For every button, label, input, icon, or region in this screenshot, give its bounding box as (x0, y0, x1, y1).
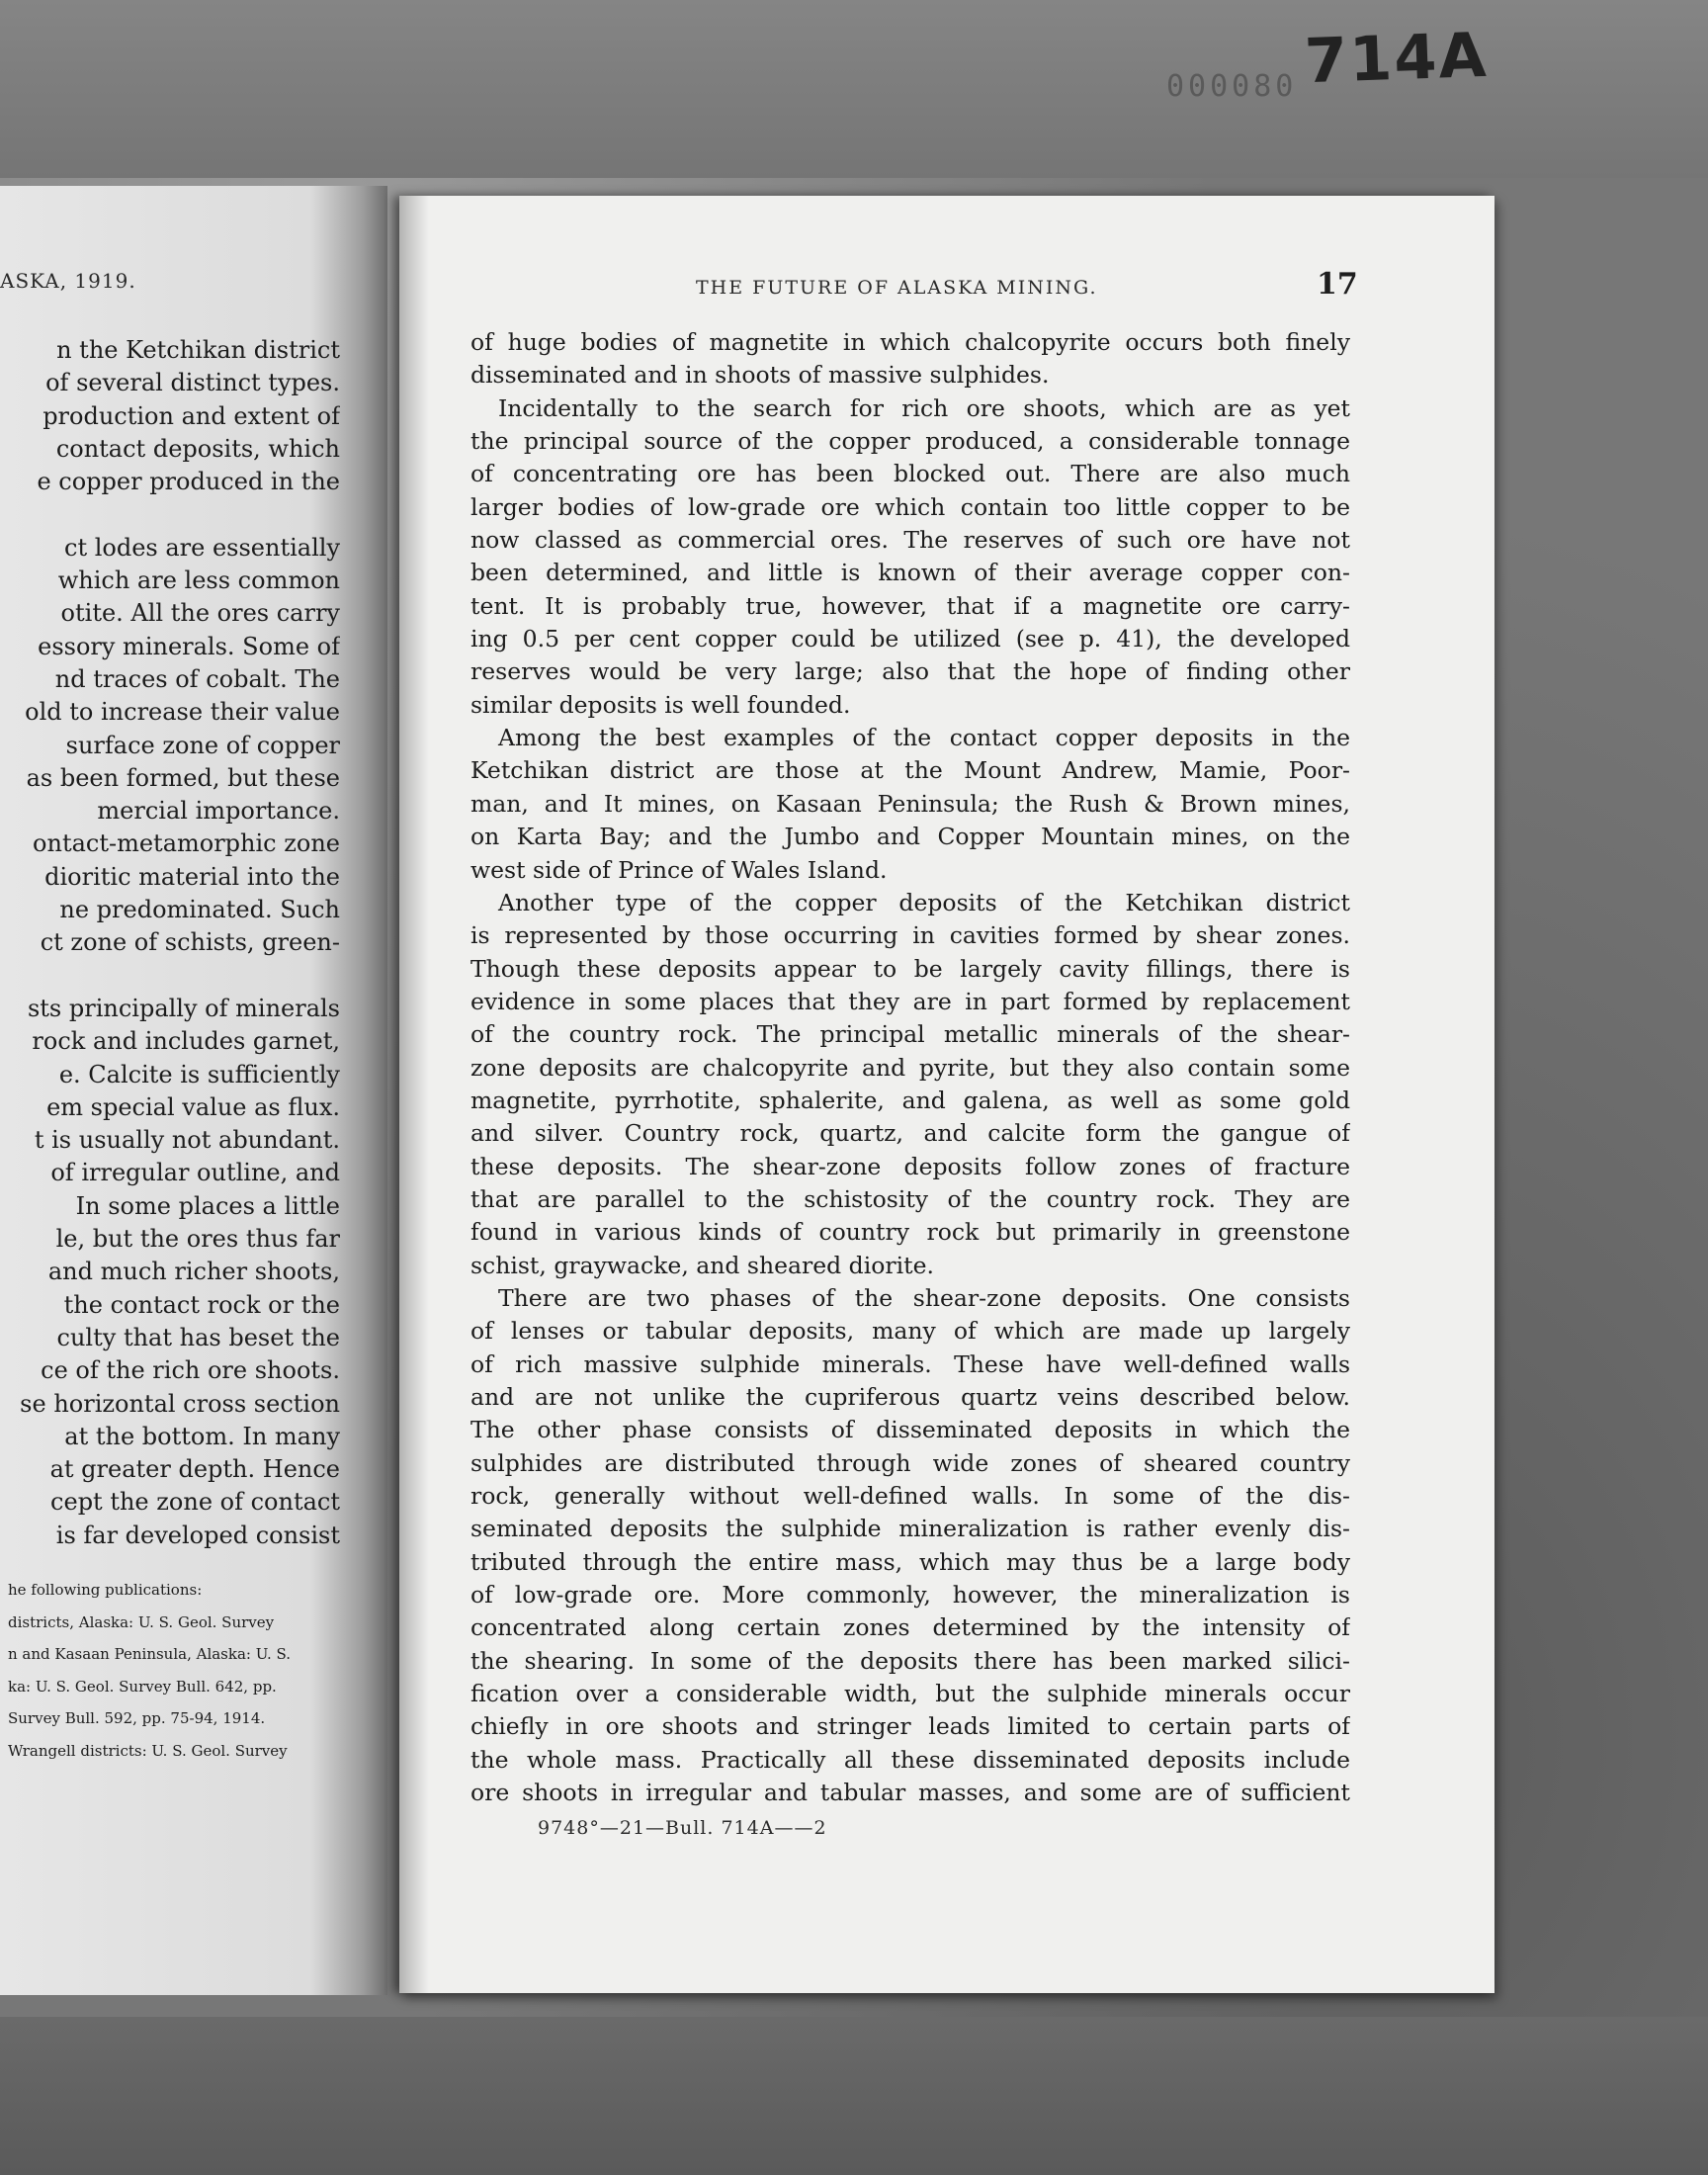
text-line: now classed as commercial ores. The reserves of such ore have not (470, 526, 1350, 555)
text-line: sts principally of minerals (27, 994, 340, 1022)
footnote-line: Wrangell districts: U. S. Geol. Survey (8, 1741, 288, 1760)
text-line: the shearing. In some of the deposits there has been marked silici- (470, 1646, 1350, 1675)
text-line: t is usually not abundant. (34, 1126, 340, 1155)
text-line: similar deposits is well founded. (470, 690, 851, 719)
text-line: concentrated along certain zones determined by the intensity of (470, 1613, 1350, 1642)
text-line: production and extent of (43, 401, 340, 430)
text-line: the whole mass. Practically all these disseminated deposits include (470, 1745, 1350, 1774)
text-line: Ketchikan district are those at the Mount Andrew, Mamie, Poor- (470, 756, 1350, 785)
text-line: mercial importance. (97, 797, 340, 826)
text-line: tributed through the entire mass, which may thus be a large body (470, 1547, 1350, 1576)
text-line: contact deposits, which (55, 434, 340, 463)
text-line: Among the best examples of the contact copper deposits in the (498, 724, 1350, 752)
text-line: is far developed consist (55, 1521, 340, 1549)
text-line: e copper produced in the (37, 468, 340, 496)
text-line (0, 498, 340, 531)
footnote-line: he following publications: (8, 1581, 203, 1599)
text-line: these deposits. The shear-zone deposits follow zones of fracture (470, 1152, 1350, 1180)
text-line: the contact rock or the (63, 1290, 340, 1319)
text-line: seminated deposits the sulphide mineralization is rather evenly dis- (470, 1515, 1350, 1543)
text-line: of the country rock. The principal metallic minerals of the shear- (470, 1020, 1350, 1049)
text-line: Incidentally to the search for rich ore shoots, which are as yet (498, 393, 1350, 422)
text-line: of rich massive sulphide minerals. These have well-defined walls (470, 1349, 1350, 1378)
text-line: dioritic material into the (44, 862, 340, 891)
text-line: schist, graywacke, and sheared diorite. (470, 1251, 934, 1279)
text-line: se horizontal cross section (20, 1389, 340, 1418)
text-line: le, but the ores thus far (55, 1225, 340, 1254)
text-line: evidence in some places that they are in part formed by replacement (470, 987, 1350, 1015)
text-line: that are parallel to the schistosity of the country rock. They are (470, 1184, 1350, 1213)
text-line: magnetite, pyrrhotite, sphalerite, and galena, as well as some gold (470, 1086, 1350, 1114)
text-line: chiefly in ore shoots and stringer leads limited to certain parts of (470, 1712, 1350, 1741)
text-line: ontact-metamorphic zone (33, 829, 340, 858)
text-line: old to increase their value (25, 698, 340, 727)
text-line: larger bodies of low-grade ore which contain too little copper to be (470, 492, 1350, 521)
text-line: ne predominated. Such (59, 896, 340, 924)
text-line: as been formed, but these (26, 763, 340, 792)
text-line: fication over a considerable width, but the sulphide minerals occur (470, 1680, 1350, 1708)
running-head: THE FUTURE OF ALASKA MINING. (696, 277, 1098, 299)
text-line: rock, generally without well-defined walls. In some of the dis- (470, 1482, 1350, 1511)
text-line: of huge bodies of magnetite in which chalcopyrite occurs both finely (470, 328, 1350, 356)
text-line: ct lodes are essentially (64, 533, 340, 562)
footnote-line: districts, Alaska: U. S. Geol. Survey (8, 1612, 275, 1631)
text-line: surface zone of copper (65, 731, 340, 759)
text-line: and silver. Country rock, quartz, and calcite form the gangue of (470, 1119, 1350, 1148)
text-line: em special value as flux. (46, 1092, 340, 1121)
printer-signature: 9748°—21—Bull. 714A——2 (538, 1817, 827, 1839)
text-line: west side of Prince of Wales Island. (470, 855, 888, 884)
text-line: cept the zone of contact (50, 1488, 340, 1517)
text-line: ct zone of schists, green- (40, 928, 340, 957)
archive-serial-number: 000080 (1166, 69, 1298, 104)
text-line: at the bottom. In many (64, 1422, 340, 1450)
text-line: There are two phases of the shear-zone deposits. One consists (498, 1283, 1350, 1312)
footnote-line: Survey Bull. 592, pp. 75-94, 1914. (8, 1709, 266, 1727)
text-line: Though these deposits appear to be largely cavity fillings, there is (470, 954, 1350, 983)
text-line: ing 0.5 per cent copper could be utilized (see p. 41), the developed (470, 625, 1350, 653)
text-line: e. Calcite is sufficiently (58, 1060, 340, 1088)
text-line: n the Ketchikan district (56, 336, 340, 364)
text-line: which are less common (57, 566, 340, 595)
text-line: on Karta Bay; and the Jumbo and Copper Mountain mines, on the (470, 823, 1350, 851)
text-line: nd traces of cobalt. The (54, 664, 340, 693)
text-line: of low-grade ore. More commonly, however, the mineralization is (470, 1581, 1350, 1610)
footnote-line: ka: U. S. Geol. Survey Bull. 642, pp. (8, 1677, 277, 1696)
text-line: otite. All the ores carry (60, 599, 340, 628)
body-text (470, 326, 1350, 1809)
text-line: culty that has beset the (56, 1323, 340, 1351)
text-line: the principal source of the copper produced, a considerable tonnage (470, 427, 1350, 456)
text-line: rock and includes garnet, (32, 1027, 340, 1056)
text-line: is represented by those occurring in cavities formed by shear zones. (470, 921, 1350, 950)
text-line: In some places a little (75, 1191, 340, 1220)
text-line: tent. It is probably true, however, that if a magnetite ore carry- (470, 591, 1350, 620)
text-line: of concentrating ore has been blocked out. There are also much (470, 460, 1350, 488)
text-line: and much richer shoots, (47, 1258, 340, 1286)
right-page (399, 196, 1494, 1993)
text-line: ce of the rich ore shoots. (41, 1356, 340, 1385)
text-line: of lenses or tabular deposits, many of which are made up largely (470, 1317, 1350, 1346)
text-line: at greater depth. Hence (49, 1455, 340, 1484)
text-line (0, 960, 340, 993)
text-line: disseminated and in shoots of massive sulphides. (470, 361, 1050, 390)
left-facing-page (0, 186, 387, 1995)
text-line: sulphides are distributed through wide zones of sheared country (470, 1448, 1350, 1477)
text-line: of several distinct types. (45, 369, 340, 397)
scan-bottom-margin (0, 2017, 1708, 2175)
left-running-head: ASKA, 1919. (0, 269, 136, 293)
text-line: essory minerals. Some of (38, 632, 340, 660)
page-number: 17 (1317, 267, 1358, 302)
text-line: been determined, and little is known of their average copper con- (470, 559, 1350, 587)
footnote-line: n and Kasaan Peninsula, Alaska: U. S. (8, 1645, 292, 1663)
text-line: Another type of the copper deposits of the Ketchikan district (498, 888, 1350, 916)
text-line: zone deposits are chalcopyrite and pyrite, but they also contain some (470, 1053, 1350, 1082)
text-line: man, and It mines, on Kasaan Peninsula; the Rush & Brown mines, (470, 789, 1350, 818)
text-line: and are not unlike the cupriferous quartz veins described below. (470, 1383, 1350, 1411)
text-line: found in various kinds of country rock but primarily in greenstone (470, 1218, 1350, 1247)
archive-stamp-number: 714A (1303, 18, 1490, 98)
text-line: reserves would be very large; also that the hope of finding other (470, 657, 1350, 686)
left-page-footnotes (8, 1574, 334, 1767)
text-line: ore shoots in irregular and tabular masses, and some are of sufficient (470, 1779, 1350, 1807)
text-line: The other phase consists of disseminated deposits in which the (470, 1416, 1350, 1444)
text-line: of irregular outline, and (50, 1159, 340, 1187)
left-page-text (0, 334, 340, 1552)
